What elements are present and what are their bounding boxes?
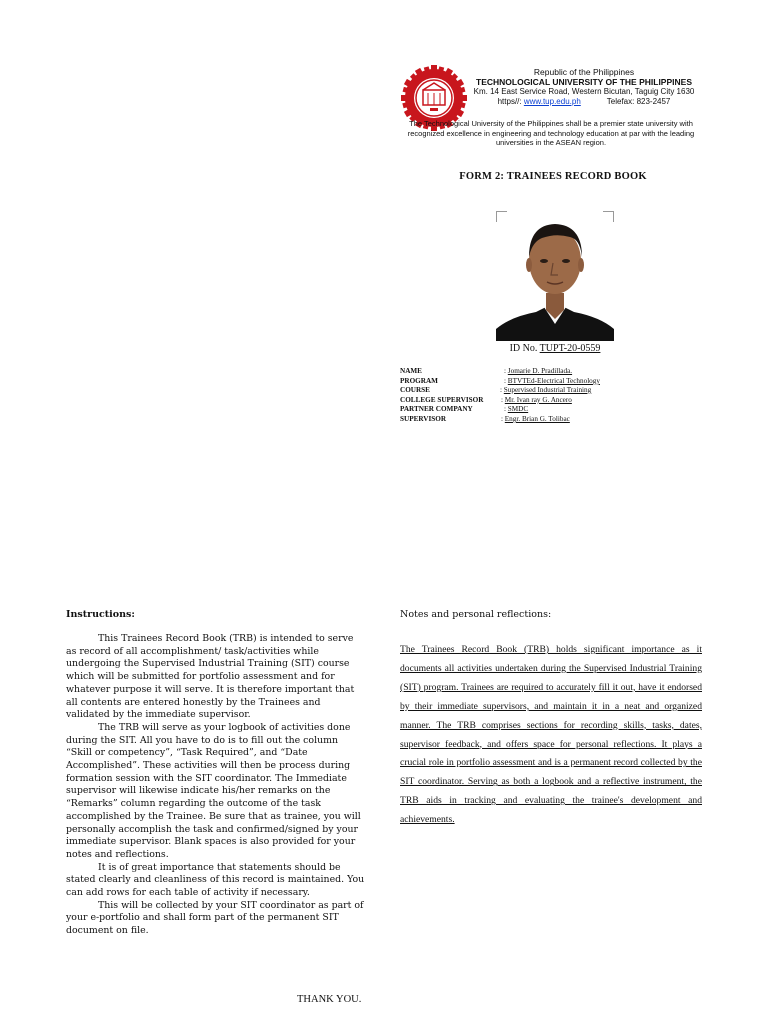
id-label: ID No. [509, 343, 540, 354]
instructions-title: Instructions: [66, 609, 135, 620]
info-value: : Mr. Ivan ray G. Ancero [501, 396, 572, 404]
info-label: COLLEGE SUPERVISOR [400, 396, 484, 404]
header-republic: Republic of the Philippines [533, 67, 635, 77]
university-vision-statement: The Technological University of the Philippines shall be a premier state university with recognized excellence in engineering and technology education at par with the leading universities in the ASEAN region. [407, 119, 695, 148]
info-value: : BTVTEd-Electrical Technology [504, 377, 600, 385]
header-telefax: Telefax: 823-2457 [606, 97, 671, 106]
instructions-paragraph: This will be collected by your SIT coordinator as part of your e-portfolio and shall form part of the permanent SIT document on file. [66, 899, 364, 937]
header-university-name: TECHNOLOGICAL UNIVERSITY OF THE PHILIPPINES [476, 77, 692, 87]
trainee-id-number [480, 343, 630, 354]
info-value: : Supervised Industrial Training [500, 386, 592, 394]
instructions-paragraph: The TRB will serve as your logbook of activities done during the SIT. All you have to do is to fill out the column “Skill or competency”, “Task Required”, and “Date Accomplished”. These activities will then be process during formation session with the SIT coordinator. The Immediate supervisor will likewise indicate his/her remarks on the “Remarks” column regarding the outcome of the task accomplished by the Trainee. Be sure that as trainee, you will personally accomplish the task and confirmed/signed by your immediate supervisor. Blank spaces is also provided for your notes and reflections. [66, 721, 361, 860]
header-contact-line [468, 97, 700, 107]
info-value: : Engr. Brian G. Tolibac [501, 415, 570, 423]
notes-reflection-text: The Trainees Record Book (TRB) holds significant importance as it documents all activities undertaken during the Supervised Industrial Training (SIT) program. Trainees are required to accurately fill it out, have it endorsed by their immediate supervisors, and maintain it in a neat and organized manner. The TRB comprises sections for recording skills, tasks, dates, supervisor feedback, and offers space for personal reflections. It plays a crucial role in portfolio assessment and is a permanent record collected by the SIT coordinator. Serving as both a logbook and a reflective instrument, the TRB aids in tracking and evaluating the trainee's development and achievements. [400, 644, 702, 826]
instructions-paragraph: It is of great importance that statements should be stated clearly and cleanliness of this record is maintained. You can add rows for each table of activity if necessary. [66, 861, 365, 899]
info-value: : Jomarie D. Pradillada. [504, 367, 573, 375]
info-label: COURSE [400, 386, 430, 394]
notes-title: Notes and personal reflections: [400, 609, 552, 620]
header-address: Km. 14 East Service Road, Western Bicutan, Taguig City 1630 [473, 87, 695, 96]
form-title: FORM 2: TRAINEES RECORD BOOK [459, 171, 647, 182]
instructions-body [66, 633, 366, 938]
header-web-prefix: https//: [497, 97, 524, 106]
info-label: NAME [400, 367, 422, 375]
info-value: : SMDC [504, 405, 529, 413]
thank-you-text: THANK YOU. [297, 994, 362, 1005]
university-website-link[interactable]: www.tup.edu.ph [523, 97, 581, 106]
instructions-paragraph: This Trainees Record Book (TRB) is intended to serve as record of all accomplishment/ task/activities while undergoing the Supervised Industrial Training (SIT) course which will be submitted for portfolio assessment and for whatever purpose it will serve. It is therefore important that all contents are entered honestly by the Trainees and validated by the immediate supervisor. [66, 633, 355, 721]
info-label: PARTNER COMPANY [400, 405, 473, 413]
id-value: TUPT-20-0559 [539, 343, 601, 354]
trainee-id-photo [496, 211, 614, 341]
info-label: PROGRAM [400, 377, 438, 385]
info-label: SUPERVISOR [400, 415, 447, 423]
